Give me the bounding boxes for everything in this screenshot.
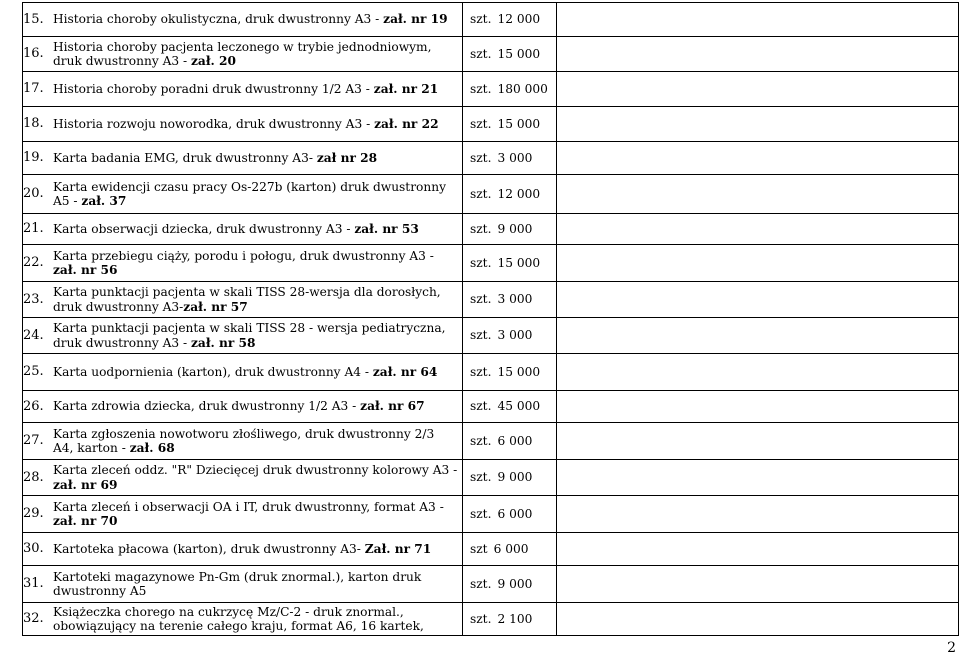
table-row xyxy=(23,214,959,245)
empty-cell xyxy=(557,72,959,107)
page-number: 2 xyxy=(947,640,956,656)
item-text: Historia choroby pacjenta leczonego w trybie jednodniowym, druk dwustronny A3 - xyxy=(53,39,432,68)
empty-cell xyxy=(557,603,959,636)
table-row xyxy=(23,603,959,636)
unit-label: szt. xyxy=(470,611,492,626)
empty-cell xyxy=(557,37,959,72)
unit-label: szt. xyxy=(470,221,492,236)
empty-cell xyxy=(557,354,959,391)
empty-cell xyxy=(557,175,959,214)
table-row xyxy=(23,107,959,142)
item-text: Karta badania EMG, druk dwustronny A3- xyxy=(53,150,317,165)
attachment-reference: zał nr 28 xyxy=(316,150,378,165)
quantity-value: 15 000 xyxy=(497,46,541,61)
item-text: Karta uodpornienia (karton), druk dwustronny A4 - xyxy=(53,364,373,379)
unit-label: szt. xyxy=(470,116,492,131)
empty-cell xyxy=(557,566,959,603)
item-number: 16. xyxy=(23,45,44,61)
item-number: 23. xyxy=(23,291,44,307)
item-text: Książeczka chorego na cukrzycę Mz/C-2 - druk znormal., obowiązujący na terenie całego kraju, format A6, 16 kartek, xyxy=(53,604,424,633)
item-text: Karta zleceń oddz. "R" Dziecięcej druk dwustronny kolorowy A3 - xyxy=(53,463,458,477)
item-text: Karta punktacji pacjenta w skali TISS 28-wersja dla dorosłych, druk dwustronny A3- xyxy=(53,285,441,314)
item-text: Karta zleceń i obserwacji OA i IT, druk dwustronny, format A3 - xyxy=(53,499,444,514)
quantity-value: 9 000 xyxy=(497,221,533,236)
quantity-cell xyxy=(463,460,557,496)
item-description-cell xyxy=(23,72,463,107)
attachment-reference: zał. 20 xyxy=(191,54,236,68)
item-description-cell xyxy=(23,496,463,533)
quantity-cell xyxy=(463,245,557,282)
table-row xyxy=(23,37,959,72)
item-number: 24. xyxy=(23,327,44,343)
unit-label: szt. xyxy=(470,506,492,521)
table-row xyxy=(23,142,959,175)
attachment-reference: zał. 68 xyxy=(129,441,175,455)
empty-cell xyxy=(557,318,959,354)
item-number: 20. xyxy=(23,185,44,201)
quantity-value: 15 000 xyxy=(497,116,541,131)
attachment-reference: zał. nr 57 xyxy=(183,299,248,314)
item-description-cell xyxy=(23,460,463,496)
unit-label: szt. xyxy=(470,433,492,448)
attachment-reference: zał. nr 56 xyxy=(53,263,118,277)
item-number: 25. xyxy=(23,363,44,379)
table-row xyxy=(23,282,959,318)
quantity-cell xyxy=(463,107,557,142)
quantity-value: 6 000 xyxy=(497,506,533,521)
quantity-value: 6 000 xyxy=(493,541,529,556)
attachment-reference: zał. nr 19 xyxy=(383,12,448,27)
item-description-cell xyxy=(23,142,463,175)
quantity-cell xyxy=(463,423,557,460)
table-row xyxy=(23,245,959,282)
item-number: 21. xyxy=(23,220,44,236)
quantity-value: 3 000 xyxy=(497,150,533,165)
empty-cell xyxy=(557,107,959,142)
quantity-value: 9 000 xyxy=(497,470,533,485)
items-table xyxy=(22,2,959,636)
unit-label: szt. xyxy=(470,328,492,343)
empty-cell xyxy=(557,3,959,37)
unit-label: szt. xyxy=(470,46,492,61)
item-number: 30. xyxy=(23,540,44,556)
quantity-cell xyxy=(463,318,557,354)
table-row xyxy=(23,175,959,214)
item-number: 15. xyxy=(23,11,44,27)
unit-label: szt. xyxy=(470,186,492,201)
quantity-cell xyxy=(463,391,557,423)
quantity-cell xyxy=(463,282,557,318)
quantity-cell xyxy=(463,142,557,175)
item-description-cell xyxy=(23,175,463,214)
unit-label: szt. xyxy=(470,255,492,270)
empty-cell xyxy=(557,460,959,496)
quantity-cell xyxy=(463,603,557,636)
quantity-value: 45 000 xyxy=(497,399,541,414)
quantity-cell xyxy=(463,175,557,214)
quantity-cell xyxy=(463,533,557,566)
item-description-cell xyxy=(23,37,463,72)
item-description-cell xyxy=(23,214,463,245)
item-number: 26. xyxy=(23,398,44,414)
attachment-reference: zał. nr 69 xyxy=(53,477,118,492)
unit-label: szt. xyxy=(470,81,492,96)
item-description-cell xyxy=(23,391,463,423)
quantity-value: 12 000 xyxy=(497,12,541,27)
quantity-cell xyxy=(463,72,557,107)
item-text: Karta obserwacji dziecka, druk dwustronny A3 - xyxy=(53,221,355,236)
empty-cell xyxy=(557,214,959,245)
item-text: Kartoteka płacowa (karton), druk dwustronny A3- xyxy=(53,541,365,556)
item-description-cell xyxy=(23,107,463,142)
table-row xyxy=(23,460,959,496)
item-number: 29. xyxy=(23,505,44,521)
item-description-cell xyxy=(23,282,463,318)
unit-label: szt. xyxy=(470,364,492,379)
unit-label: szt. xyxy=(470,150,492,165)
item-text: Karta zdrowia dziecka, druk dwustronny 1/2 A3 - xyxy=(53,399,361,414)
item-number: 28. xyxy=(23,469,44,485)
quantity-cell xyxy=(463,566,557,603)
item-text: Karta przebiegu ciąży, porodu i połogu, druk dwustronny A3 - xyxy=(53,248,434,263)
quantity-value: 12 000 xyxy=(497,186,541,201)
unit-label: szt. xyxy=(470,399,492,414)
quantity-cell xyxy=(463,37,557,72)
attachment-reference: zał. 37 xyxy=(81,194,127,208)
item-text: Historia choroby okulistyczna, druk dwustronny A3 - xyxy=(53,12,384,27)
table-row xyxy=(23,423,959,460)
item-description-cell xyxy=(23,603,463,636)
item-number: 22. xyxy=(23,254,44,270)
item-description-cell xyxy=(23,566,463,603)
unit-label: szt. xyxy=(470,292,492,307)
quantity-value: 9 000 xyxy=(497,576,533,591)
attachment-reference: Zał. nr 71 xyxy=(364,541,432,556)
table-row xyxy=(23,3,959,37)
item-text: Kartoteki magazynowe Pn-Gm (druk znormal.), karton druk dwustronny A5 xyxy=(53,569,422,598)
item-text: Karta zgłoszenia nowotworu złośliwego, druk dwustronny 2/3 A4, karton - xyxy=(53,426,435,455)
quantity-cell xyxy=(463,3,557,37)
quantity-cell xyxy=(463,354,557,391)
item-text: Historia rozwoju noworodka, druk dwustronny A3 - xyxy=(53,116,375,131)
table-row xyxy=(23,318,959,354)
item-number: 27. xyxy=(23,432,44,448)
item-number: 32. xyxy=(23,610,44,626)
empty-cell xyxy=(557,245,959,282)
empty-cell xyxy=(557,282,959,318)
item-description-cell xyxy=(23,318,463,354)
attachment-reference: zał. nr 58 xyxy=(191,335,256,350)
item-number: 17. xyxy=(23,80,44,96)
empty-cell xyxy=(557,423,959,460)
item-description-cell xyxy=(23,533,463,566)
item-description-cell xyxy=(23,423,463,460)
item-number: 18. xyxy=(23,115,44,131)
unit-label: szt. xyxy=(470,12,492,27)
unit-label: szt. xyxy=(470,470,492,485)
empty-cell xyxy=(557,142,959,175)
item-description-cell xyxy=(23,3,463,37)
attachment-reference: zał. nr 64 xyxy=(372,364,438,379)
quantity-value: 15 000 xyxy=(497,364,541,379)
quantity-cell xyxy=(463,496,557,533)
table-row xyxy=(23,566,959,603)
item-text: Historia choroby poradni druk dwustronny 1/2 A3 - xyxy=(53,81,374,96)
quantity-value: 15 000 xyxy=(497,255,541,270)
attachment-reference: zał. nr 67 xyxy=(360,399,425,414)
item-number: 19. xyxy=(23,149,44,165)
unit-label: szt xyxy=(470,541,488,556)
quantity-value: 2 100 xyxy=(497,611,533,626)
quantity-value: 3 000 xyxy=(497,292,533,307)
table-row xyxy=(23,496,959,533)
item-text: Karta ewidencji czasu pracy Os-227b (karton) druk dwustronny A5 - xyxy=(53,179,446,208)
item-text: Karta punktacji pacjenta w skali TISS 28 - wersja pediatryczna, druk dwustronny A3 - xyxy=(53,321,446,350)
item-number: 31. xyxy=(23,575,44,591)
table-row xyxy=(23,391,959,423)
empty-cell xyxy=(557,496,959,533)
table-row xyxy=(23,72,959,107)
empty-cell xyxy=(557,391,959,423)
quantity-value: 6 000 xyxy=(497,433,533,448)
empty-cell xyxy=(557,533,959,566)
quantity-cell xyxy=(463,214,557,245)
table-row xyxy=(23,533,959,566)
table-row xyxy=(23,354,959,391)
quantity-value: 180 000 xyxy=(497,81,548,96)
attachment-reference: zał. nr 53 xyxy=(354,221,419,236)
attachment-reference: zał. nr 21 xyxy=(373,81,439,96)
unit-label: szt. xyxy=(470,576,492,591)
item-description-cell xyxy=(23,245,463,282)
attachment-reference: zał. nr 22 xyxy=(374,116,439,131)
attachment-reference: zał. nr 70 xyxy=(53,514,118,528)
item-description-cell xyxy=(23,354,463,391)
quantity-value: 3 000 xyxy=(497,328,533,343)
